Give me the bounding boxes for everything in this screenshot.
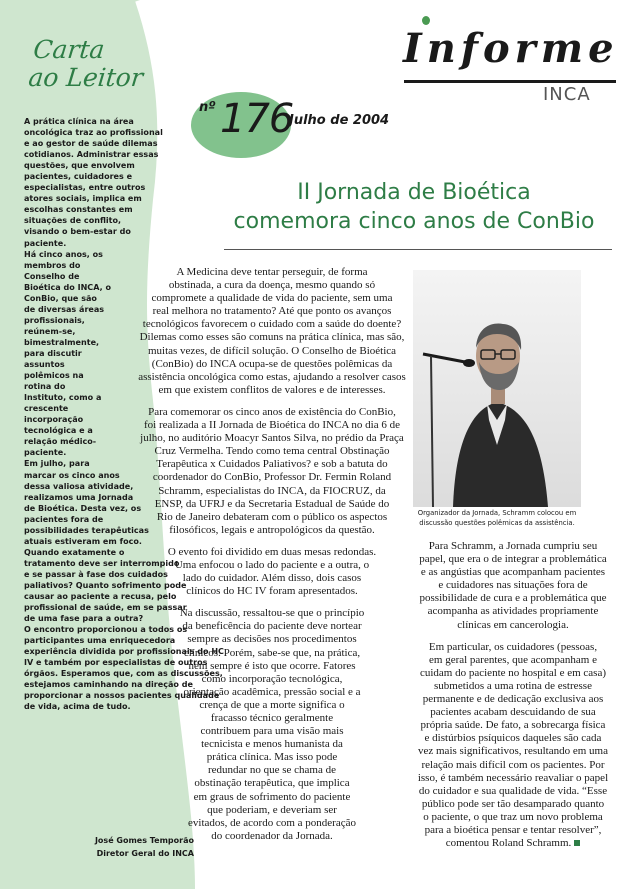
text-line: evitados, de acordo com a ponderação	[188, 816, 356, 829]
text-line: Em julho, para	[24, 459, 90, 469]
text-line: paciente.	[24, 448, 67, 458]
text-line: obstinada, a cura da doença, mesmo quando só	[168, 279, 376, 292]
text-line: clínicas em cancerologia.	[457, 618, 569, 631]
article-headline	[218, 178, 610, 236]
text-line: compromete a qualidade de vida do paciente, sem uma	[151, 292, 393, 305]
text-line: orientação acadêmica, pressão social e a	[183, 685, 361, 698]
text-line: Em particular, os cuidadores (pessoas,	[428, 640, 598, 653]
text-line: escolhas constantes em	[24, 205, 133, 215]
text-line: polêmicos na	[24, 371, 84, 381]
paragraph	[124, 546, 420, 598]
text-line: acompanha as atividades propriamente	[427, 605, 599, 618]
paragraph	[124, 266, 420, 397]
paragraph	[124, 607, 420, 843]
text-line: visando o bem-estar do	[24, 227, 131, 237]
masthead-title: Informe	[403, 25, 619, 72]
text-line: incorporação	[24, 415, 84, 425]
text-line: atores sociais, implica em	[24, 194, 142, 204]
text-line: em geral parentes, que acompanham e	[429, 653, 597, 666]
issue-label: nº	[199, 100, 216, 115]
text-line: possibilidade de cura e a problemática que	[419, 592, 607, 605]
text-line: Conselho de	[24, 271, 80, 281]
signature-title: Diretor Geral do INCA	[96, 849, 194, 858]
text-line: Dilemas como esses são comuns na prática clínica, mas são,	[139, 331, 405, 344]
text-line: Cruz Vermelha. Tendo como tema central Obstinação	[154, 445, 390, 458]
text-line: de vida, acima de tudo.	[24, 702, 131, 712]
text-line: e se passar à fase dos cuidados	[24, 569, 168, 579]
text-line: coordenador do ConBio, Professor Dr. Fermin Roland	[152, 471, 392, 484]
text-line: foi realizada a II Jornada de Bioética do INCA no dia 6 de	[144, 419, 400, 432]
text-line: nem sempre é isto que ocorre. Fatores	[188, 659, 356, 672]
caption-line2: discussão questões polêmicas da assistência.	[419, 519, 575, 527]
text-line: Para comemorar os cinco anos de existência do ConBio,	[148, 405, 396, 418]
text-line: cotidianos. Administrar essas	[24, 150, 159, 160]
text-line: ConBio, que são	[24, 293, 97, 303]
text-line: relação médico-	[24, 437, 97, 447]
text-line: crescente	[24, 404, 69, 414]
text-line: relação mais difícil com os pacientes. Por	[421, 758, 605, 771]
text-line: possibilidades terapêuticas	[24, 525, 149, 535]
masthead-rule	[404, 80, 616, 83]
text-line: vez mais significativos, resultando em uma	[417, 745, 608, 758]
text-line: em que existem conflitos de valores e de interesses.	[158, 383, 386, 396]
text-line: questões, que envolvem	[24, 161, 135, 171]
paragraph	[413, 540, 613, 632]
text-line: profissional de saúde, em se passar	[24, 603, 187, 613]
text-line: do coordenador da Jornada.	[211, 829, 333, 842]
text-line: que poderiam, e deveriam ser	[207, 803, 337, 816]
text-line: pacientes, cuidadores e	[24, 172, 133, 182]
text-line: participantes uma enriquecedora	[24, 636, 176, 646]
text-line: em graus de sofrimento do paciente	[193, 790, 351, 803]
text-line: filosóficos, legais e antropológicos da questão.	[169, 523, 375, 536]
text-line: e cuidadores nas situações fora de	[438, 579, 588, 592]
text-line: e ao gestor de saúde dilemas	[24, 139, 158, 149]
text-line: Instituto, como a	[24, 393, 102, 403]
text-line: e distúrbios psíquicos daqueles são cada	[424, 732, 602, 745]
text-line: crença de que a morte significa o	[199, 698, 345, 711]
caption-line1: Organizador da Jornada, Schramm colocou em	[417, 509, 577, 517]
text-line: oncológica traz ao profissional	[24, 128, 163, 138]
paragraph	[413, 641, 613, 851]
text-line: O evento foi dividido em duas mesas redondas.	[167, 545, 377, 558]
headline-line2: comemora cinco anos de ConBio	[233, 209, 595, 234]
text-line: ENSP, da UFRJ e da Secretaria Estadual de Saúde do	[154, 497, 390, 510]
text-line: sempre as decisões nos procedimentos	[187, 633, 357, 646]
text-line: Na discussão, ressaltou-se que o princípio	[179, 607, 365, 620]
text-line: julho, no auditório Moacyr Santos Silva, no prédio da Praça	[140, 432, 404, 445]
text-line: Rio de Janeiro debateram com o público os aspectos	[156, 510, 388, 523]
paragraph	[124, 406, 420, 537]
carta-ao-leitor-heading	[21, 36, 177, 92]
text-line: Quando exatamente o	[24, 547, 125, 557]
text-line: prática clínica. Mas isso pode	[206, 751, 338, 764]
text-line: paciente.	[24, 238, 67, 248]
headline-line1: II Jornada de Bioética	[297, 180, 531, 205]
text-line: profissionais,	[24, 315, 85, 325]
article-column-right	[413, 540, 613, 859]
text-line: de diversas áreas	[24, 304, 105, 314]
photo-caption	[413, 508, 581, 528]
text-line: Terapêutica x Cuidados Paliativos? e sob a batuta do	[156, 458, 388, 471]
masthead-subtitle: INCA	[543, 84, 591, 105]
signature-name: José Gomes Temporão	[94, 836, 194, 845]
text-line: Schramm, especialistas do INCA, da FIOCRUZ, da	[158, 484, 386, 497]
text-line: para a bioética pensar e tentar resolver”,	[424, 823, 602, 836]
text-line: lado do cuidador. Além disso, dois casos	[182, 572, 362, 585]
text-line: comentou Roland Schramm.	[413, 837, 613, 850]
text-line: pacientes fora de	[24, 514, 104, 524]
text-line: paliativos? Quanto sofrimento pode	[24, 580, 187, 590]
text-line: assistência oncológica como estas, ajudando a resolver casos	[138, 370, 406, 383]
text-line: tratamento deve ser interrompido	[24, 558, 180, 568]
text-line: estejamos caminhando na direção de	[24, 680, 193, 690]
text-line: tecnológica e a	[24, 426, 93, 436]
end-of-article-icon	[574, 840, 580, 846]
speaker-photo	[413, 270, 581, 507]
carta-heading-line2: ao Leitor	[27, 63, 145, 92]
text-line: bimestralmente,	[24, 337, 100, 347]
text-line: própria saúde. De fato, a sobrecarga física	[420, 719, 606, 732]
text-line: pacientes acabam descuidando de sua	[430, 706, 596, 719]
text-line: membros do	[24, 260, 81, 270]
text-line: papel, que era o de integrar a problemática	[419, 553, 607, 566]
text-line: Uma enfocou o lado do paciente e a outra, o	[174, 558, 370, 571]
text-line: obstinação terapêutica, que implica	[194, 777, 350, 790]
text-line: causar ao paciente a recusa, pelo	[24, 592, 177, 602]
text-line: o paciente, o que traz um novo problema	[423, 810, 603, 823]
text-line: órgãos. Esperamos que, com as discussões,	[24, 669, 223, 679]
text-line: experiência dividida por profissionais do HC	[24, 647, 224, 657]
text-line: tecnológicos favorecem o cuidado com a saúde do doente?	[142, 318, 402, 331]
text-line: Bioética do INCA, o	[24, 282, 111, 292]
text-line: especialistas, entre outros	[24, 183, 146, 193]
article-column-left	[124, 266, 420, 852]
text-line: situações de conflito,	[24, 216, 122, 226]
text-line: e as angústias que acompanham pacientes	[420, 566, 606, 579]
text-line: como incorporação tecnológica,	[201, 672, 343, 685]
text-line: contribuem para uma visão mais	[200, 725, 344, 738]
text-line: proporcionar a nossos pacientes qualidade	[24, 691, 220, 701]
issue-number: 176	[220, 96, 294, 142]
text-line: do cuidador e sua qualidade de vida. “Esse	[418, 784, 608, 797]
text-line: da beneficência do paciente deve nortear	[182, 620, 362, 633]
text-line: dessa valiosa atividade,	[24, 481, 134, 491]
text-line: tecnicista e menos humanista da	[201, 738, 343, 751]
text-line: rotina do	[24, 382, 66, 392]
text-line: reúnem-se,	[24, 326, 76, 336]
text-line: Para Schramm, a Jornada cumpriu seu	[428, 540, 598, 552]
text-line: IV e também por especialistas de outros	[24, 658, 208, 668]
text-line: marcar os cinco anos	[24, 470, 120, 480]
text-line: real melhora no tratamento? Até que ponto os avanços	[152, 305, 392, 318]
text-line: O encontro proporcionou a todos os	[24, 625, 188, 635]
text-line: de uma fase para a outra?	[24, 614, 144, 624]
text-line: assuntos	[24, 360, 65, 370]
text-line: de Bioética. Desta vez, os	[24, 503, 142, 513]
issue-date: Julho de 2004	[289, 113, 390, 128]
text-line: cuidam do paciente no hospital e em casa)	[419, 666, 606, 679]
text-line: fracasso técnico geralmente	[210, 712, 334, 724]
text-line: clínicos. Porém, sabe-se que, na prática,	[183, 646, 361, 659]
text-line: (ConBio) do INCA ocupa-se de questões polêmicas da	[151, 357, 393, 370]
text-line: A Medicina deve tentar perseguir, de forma	[176, 266, 368, 278]
headline-rule	[224, 249, 612, 250]
carta-heading-line1: Carta	[32, 35, 106, 64]
text-line: redundar no que se chama de	[208, 764, 336, 777]
text-line: clínicos do HC IV foram apresentados.	[186, 585, 358, 598]
text-line: muitas vezes, de difícil solução. O Conselho de Bioética	[147, 344, 397, 357]
text-line: para discutir	[24, 348, 82, 358]
text-line: A prática clínica na área	[24, 117, 134, 126]
text-line: público pode ser tão desamparado quanto	[421, 797, 605, 810]
text-line: realizamos uma Jornada	[24, 492, 134, 502]
text-line: atuais estiveram em foco.	[24, 536, 142, 546]
text-line: Há cinco anos, os	[24, 249, 103, 259]
text-line: submetidos a uma rotina de estresse	[434, 679, 592, 692]
text-line: isso, é também necessário reavaliar o papel	[417, 771, 609, 784]
text-line: permanente e de dedicação exclusiva aos	[422, 693, 604, 706]
